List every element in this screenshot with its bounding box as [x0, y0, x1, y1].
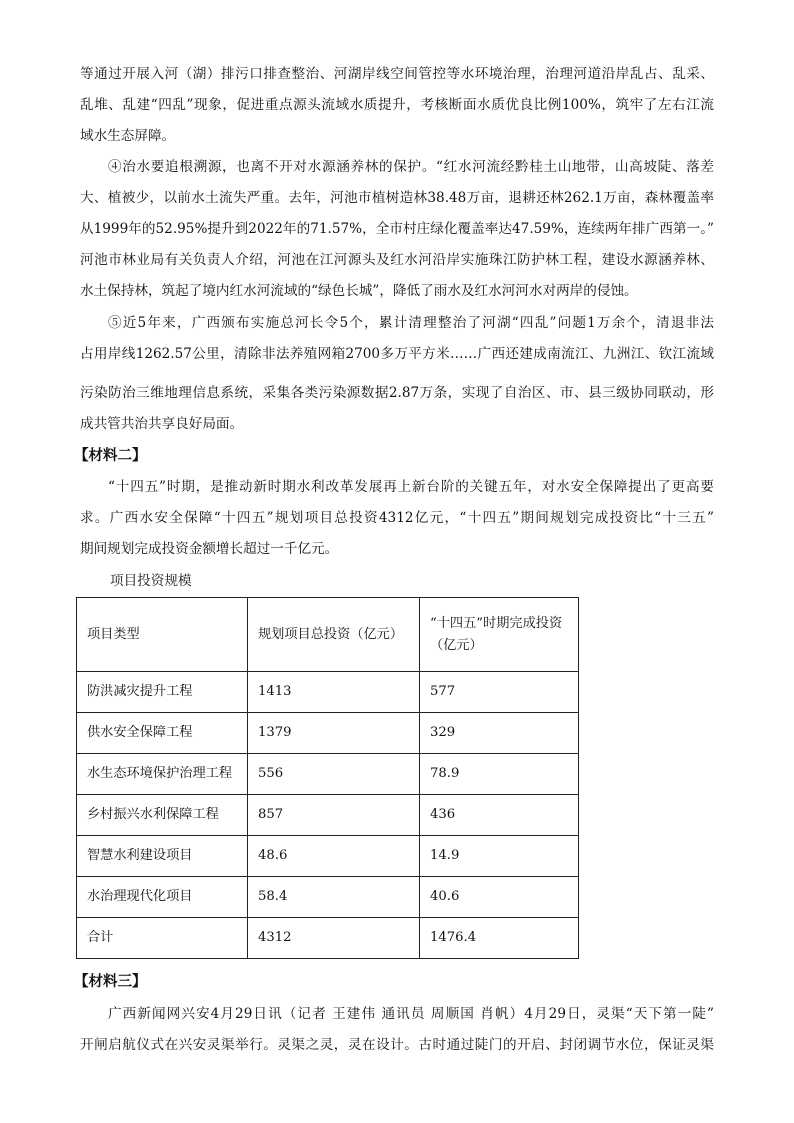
table-cell: 857 [248, 795, 420, 836]
material-3-line-1: 广西新闻网兴安4月29日讯（记者 王建伟 通讯员 周顺国 肖帆）4月29日，灵渠“天下第一陡” [108, 1006, 714, 1022]
table-cell: 智慧水利建设项目 [77, 836, 248, 877]
table-cell: 1379 [248, 713, 420, 754]
table-cell: 合计 [77, 918, 248, 959]
table-row [77, 754, 579, 795]
table-cell: 436 [420, 795, 579, 836]
material-2-line-1: “十四五”时期，是推动新时期水利改革发展再上新台阶的关键五年，对水安全保障提出了更高要 [108, 479, 714, 495]
table-header-cell: 规划项目总投资（亿元） [248, 598, 420, 672]
table-cell: 防洪减灾提升工程 [77, 672, 248, 713]
material-2-line-3: 期间规划完成投资金额增长超过一千亿元。 [80, 541, 339, 557]
table-row [77, 836, 579, 877]
table-cell: 14.9 [420, 836, 579, 877]
table-cell: 水生态环境保护治理工程 [77, 754, 248, 795]
material-3-heading: 【材料三】 [74, 973, 147, 990]
table-cell: 供水安全保障工程 [77, 713, 248, 754]
paragraph-2-line-4: 河池市林业局有关负责人介绍，河池在江河源头及红水河沿岸实施珠江防护林工程，建设水源涵养林、 [80, 252, 714, 268]
table-cell: 4312 [248, 918, 420, 959]
paragraph-1-line-3: 域水生态屏障。 [80, 128, 176, 144]
table-row [77, 877, 579, 918]
table-cell: 水治理现代化项目 [77, 877, 248, 918]
table-row [77, 795, 579, 836]
material-3-line-2: 开闸启航仪式在兴安灵渠举行。灵渠之灵，灵在设计。古时通过陡门的开启、封闭调节水位，保证灵渠 [80, 1037, 714, 1053]
table-row [77, 713, 579, 754]
table-cell: 577 [420, 672, 579, 713]
table-total-row [77, 918, 579, 959]
table-cell: 1413 [248, 672, 420, 713]
table-cell: 329 [420, 713, 579, 754]
paragraph-2-line-1: ④治水要追根溯源，也离不开对水源涵养林的保护。“红水河流经黔桂土山地带，山高坡陡、落差 [108, 159, 714, 175]
table-header-row [77, 598, 579, 672]
paragraph-2-line-5: 水土保持林，筑起了境内红水河流域的“绿色长城”，降低了雨水及红水河河水对两岸的侵蚀。 [80, 283, 638, 299]
table-cell: 48.6 [248, 836, 420, 877]
paragraph-3-line-1: ⑤近5年来，广西颁布实施总河长令5个，累计清理整治了河湖“四乱”问题1万余个，清退非法 [108, 315, 714, 331]
paragraph-3-line-3: 污染防治三维地理信息系统，采集各类污染源数据2.87万条，实现了自治区、市、县三级协同联动，形 [80, 385, 714, 401]
table-cell: 乡村振兴水利保障工程 [77, 795, 248, 836]
table-row [77, 672, 579, 713]
investment-table [76, 597, 579, 959]
table-caption: 项目投资规模 [110, 573, 192, 589]
table-cell: 58.4 [248, 877, 420, 918]
table-header-cell: 项目类型 [77, 598, 248, 672]
paragraph-3-line-4: 成共管共治共享良好局面。 [80, 416, 244, 432]
paragraph-1-line-2: 乱堆、乱建“四乱”现象，促进重点源头流域水质提升，考核断面水质优良比例100%，筑牢了左右江流 [80, 97, 714, 113]
paragraph-2-line-3: 从1999年的52.95%提升到2022年的71.57%，全市村庄绿化覆盖率达47.59%，连续两年排广西第一。” [80, 221, 714, 237]
material-2-line-2: 求。广西水安全保障“十四五”规划项目总投资4312亿元，“十四五”期间规划完成投资比“十三五” [80, 510, 714, 526]
paragraph-2-line-2: 大、植被少，以前水土流失严重。去年，河池市植树造林38.48万亩，退耕还林262.1万亩，森林覆盖率 [80, 190, 714, 206]
table-cell: 556 [248, 754, 420, 795]
material-2-heading: 【材料二】 [74, 447, 147, 464]
table-cell: 40.6 [420, 877, 579, 918]
table-cell: 78.9 [420, 754, 579, 795]
table-cell: 1476.4 [420, 918, 579, 959]
table-header-cell: “十四五”时期完成投资（亿元） [420, 598, 579, 672]
paragraph-3-line-2: 占用岸线1262.57公里，清除非法养殖网箱2700多万平方米……广西还建成南流江、九洲江、钦江流域 [80, 346, 714, 362]
paragraph-1-line-1: 等通过开展入河（湖）排污口排查整治、河湖岸线空间管控等水环境治理，治理河道沿岸乱占、乱采、 [80, 66, 714, 82]
